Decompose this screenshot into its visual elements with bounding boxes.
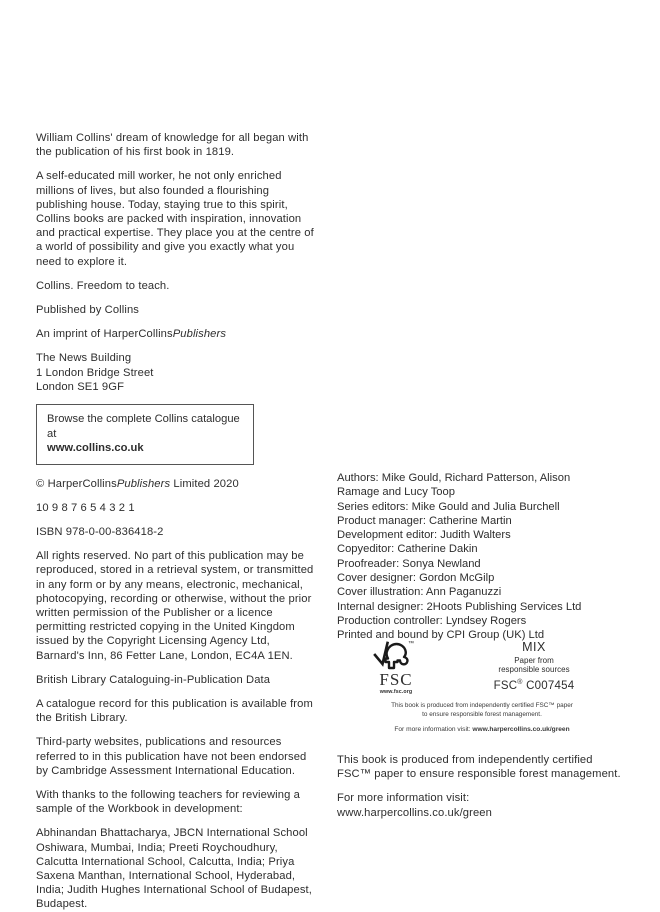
third-party-disclaimer: Third-party websites, publications and resources referred to in this publication have not been endorsed by Cambridge Assessment International Education. — [36, 736, 307, 777]
isbn-line: ISBN 978-0-00-836418-2 — [36, 525, 164, 538]
copyright-suffix: Limited 2020 — [170, 477, 239, 490]
fsc-tree-checkmark-icon — [373, 637, 419, 671]
fsc-more-info-url[interactable]: www.harpercollins.co.uk/green — [472, 726, 570, 734]
fsc-code-value: C007454 — [526, 679, 575, 692]
credit-line: Series editors: Mike Gould and Julia Burchell — [337, 500, 560, 513]
fsc-registered-symbol: ® — [517, 678, 523, 686]
closing-fsc-statement — [337, 753, 627, 820]
fsc-website-url: www.fsc.org — [379, 689, 413, 695]
fsc-mix-subtitle-line-2: responsible sources — [498, 665, 570, 675]
credit-line: Internal designer: 2Hoots Publishing Services Ltd — [337, 600, 582, 613]
credit-line: Product manager: Catherine Martin — [337, 514, 512, 527]
published-by-line: Published by Collins — [36, 304, 139, 317]
credit-line: Ramage and Lucy Toop — [337, 486, 455, 499]
cip-data-heading: British Library Cataloguing-in-Publication Data — [36, 673, 271, 686]
credit-line: Printed and bound by CPI Group (UK) Ltd — [337, 629, 545, 642]
fsc-fine-print-line-2: to ensure responsible forest management. — [422, 710, 542, 718]
fsc-wordmark: FSC — [379, 670, 413, 689]
collins-tagline: Collins. Freedom to teach. — [36, 279, 170, 292]
copyright-publishers-italic: Publishers — [116, 477, 171, 490]
fsc-logo-row — [365, 637, 627, 695]
fsc-certification-block — [337, 637, 627, 733]
credit-line: Cover designer: Gordon McGilp — [337, 572, 495, 585]
credit-line: Production controller: Lyndsey Rogers — [337, 614, 527, 627]
credit-line: Authors: Mike Gould, Richard Patterson, Alison — [337, 472, 571, 484]
right-column — [337, 471, 627, 643]
imprint-prefix: An imprint of HarperCollins — [36, 328, 173, 341]
fsc-more-info-line — [337, 726, 627, 733]
collins-history-paragraph-2: A self-educated mill worker, he not only enriched millions of lives, but also founded a flourishing publishing house. Today, staying true to this spirit, Collins books are packed with inspiration, innovation and practical expertise. They place you at the centre of a world of possibility and give you exactly what you need to explore it. — [36, 170, 314, 268]
address-line-2: 1 London Bridge Street — [36, 366, 154, 379]
fsc-licence-code — [441, 679, 627, 692]
credit-line: Development editor: Judith Walters — [337, 529, 511, 542]
fsc-mix-subtitle — [441, 656, 627, 675]
catalogue-box-line-1: Browse the complete Collins catalogue at — [47, 413, 240, 440]
fsc-label-details — [427, 637, 627, 692]
fsc-trademark-symbol: ™ — [408, 641, 414, 647]
imprint-line — [36, 327, 321, 341]
left-column — [36, 131, 321, 912]
address-line-3: London SE1 9GF — [36, 380, 125, 393]
fsc-fine-print-line-1: This book is produced from independently certified FSC™ paper — [391, 702, 573, 709]
thanks-intro: With thanks to the following teachers for reviewing a sample of the Workbook in development: — [36, 789, 300, 816]
fsc-mix-subtitle-line-1: Paper from — [514, 656, 554, 665]
catalogue-box-url[interactable]: www.collins.co.uk — [47, 442, 144, 455]
imprint-publishers-italic: Publishers — [172, 328, 227, 341]
address-line-1: The News Building — [36, 352, 132, 365]
catalogue-callout-box — [36, 404, 254, 465]
all-rights-reserved-paragraph: All rights reserved. No part of this publication may be reproduced, stored in a retrieval system, or transmitted in any form or by any means, electronic, mechanical, photocopying, recording or otherwise, without the prior written permission of the Publisher or a licence permitting restricted copying in the United Kingdom issued by the Copyright Licensing Agency Ltd, Barnard's Inn, 86 Fetter Lane, London, EC4A 1EN. — [36, 550, 314, 662]
copyright-prefix: HarperCollins — [44, 477, 117, 490]
closing-more-info-url[interactable]: www.harpercollins.co.uk/green — [337, 806, 492, 819]
closing-paragraph: This book is produced from independently certified FSC™ paper to ensure responsible forest management. — [337, 754, 621, 781]
copyright-line — [36, 477, 321, 491]
credit-line: Copyeditor: Catherine Dakin — [337, 543, 478, 556]
reviewer-acknowledgements: Abhinandan Bhattacharya, JBCN International School Oshiwara, Mumbai, India; Preeti Roychoudhury, Calcutta International School, Calcutta, India; Priya Saxena Manthan, International School, Hyderabad, India; Judith Hughes International School of Budapest, Budapest. — [36, 827, 312, 911]
cip-data-body: A catalogue record for this publication is available from the British Library. — [36, 697, 313, 725]
fsc-logo — [365, 637, 427, 695]
credit-line: Cover illustration: Ann Paganuzzi — [337, 586, 502, 599]
closing-more-info — [337, 791, 627, 819]
collins-history-paragraph-1: William Collins' dream of knowledge for all began with the publication of his first book in 1819. — [36, 132, 309, 159]
fsc-code-prefix: FSC — [493, 679, 518, 692]
fsc-more-info-prefix: For more information visit: — [394, 726, 473, 734]
fsc-mix-label: MIX — [522, 640, 546, 654]
fsc-tree-glyph — [386, 644, 408, 668]
closing-more-info-label: For more information visit: — [337, 792, 470, 805]
printing-number-line: 10 9 8 7 6 5 4 3 2 1 — [36, 501, 135, 514]
copyright-symbol: © — [36, 477, 45, 490]
credit-line: Proofreader: Sonya Newland — [337, 557, 481, 570]
fsc-fine-print — [337, 702, 627, 719]
publisher-address — [36, 351, 321, 394]
credits-list — [337, 471, 627, 643]
